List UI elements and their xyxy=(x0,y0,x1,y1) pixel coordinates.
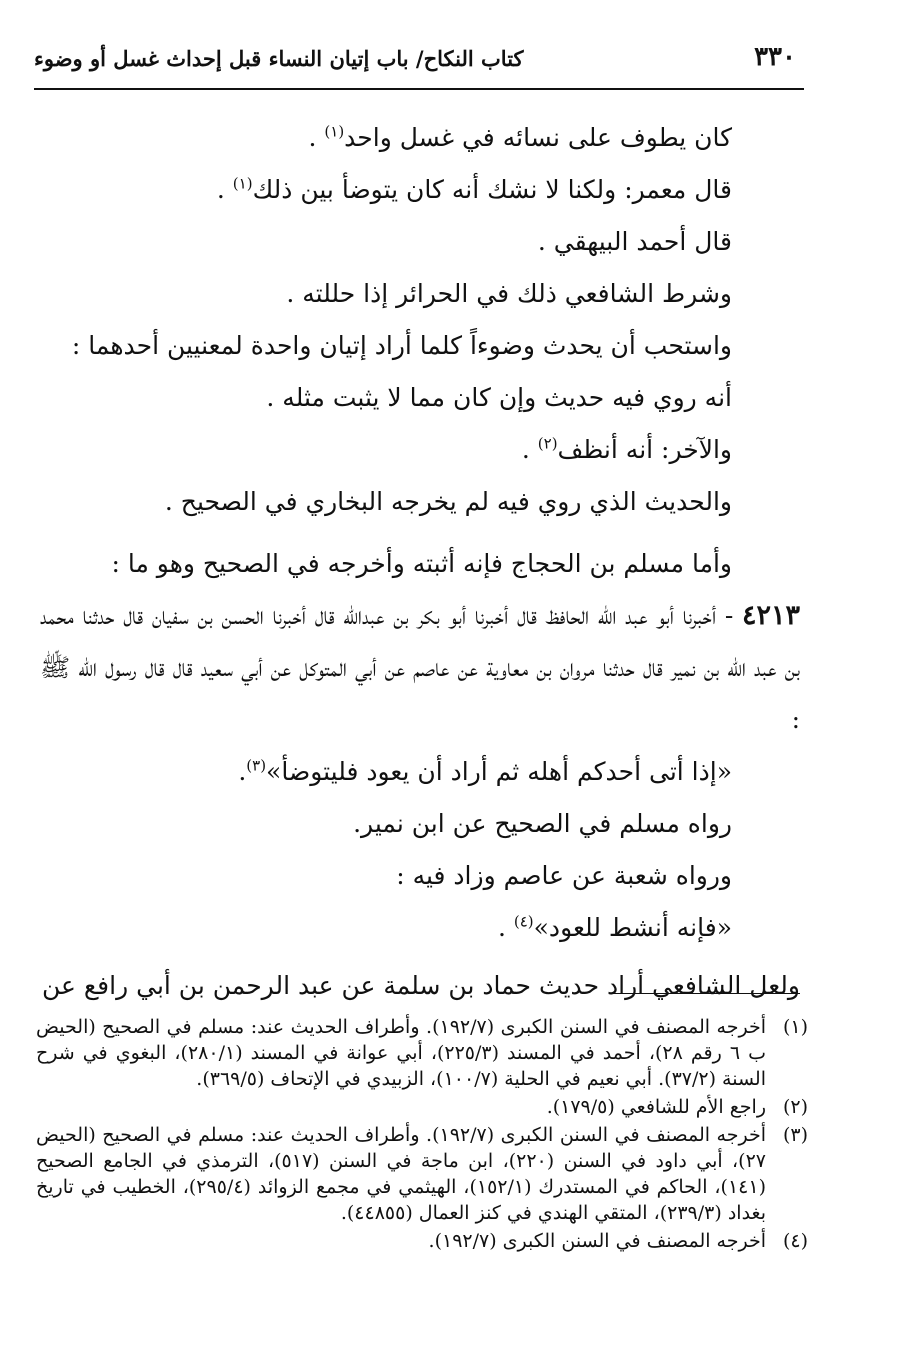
paragraph: والآخر: أنه أنظف$^{(٢)}$ . xyxy=(521,434,732,464)
footnote-reference: (١) xyxy=(324,122,345,141)
footnote-marker: (٢) xyxy=(782,1096,808,1118)
footnote-text: أخرجه المصنف في السنن الكبرى (١٩٢/٧). وأطراف الحديث عند: مسلم في الصحيح (الحيض ٢٧)، أبي داود في السنن (٢٢٠)، ابن ماجة في السنن (٥١٧)، الترمذي في الجامع الصحيح (١٤١)، الحاكم في المستدرك (١٥٢/١)، الهيثمي في مجمع الزوائد (٢٩٥/٤)، الخطيب في تاريخ بغداد (٢٣٩/٣)، المتقي الهندي في كنز العمال (٤٤٨٥٥). xyxy=(36,1124,766,1224)
footnote xyxy=(36,1014,808,1092)
footnote-marker: (٤) xyxy=(782,1230,808,1252)
paragraph: قال أحمد البيهقي . xyxy=(537,227,732,256)
footnote-text: أخرجه المصنف في السنن الكبرى (١٩٢/٧). xyxy=(428,1230,766,1252)
paragraph: «فإنه أنشط للعود»$^{(٤)}$ . xyxy=(497,912,732,942)
footnote-text: أخرجه المصنف في السنن الكبرى (١٩٢/٧). وأطراف الحديث عند: مسلم في الصحيح (الحيض ب ٦ رقم ٢٨)، أحمد في المسند (٢٢٥/٣)، أبي عوانة في المسند (٢٨٠/١)، البغوي في شرح السنة (٣٧/٢). أبي نعيم في الحلية (١٠٠/٧)، الزبيدي في الإتحاف (٣٦٩/٥). xyxy=(36,1016,766,1090)
paragraph: وأما مسلم بن الحجاج فإنه أثبته وأخرجه في الصحيح وهو ما : xyxy=(111,549,732,578)
hadith-number: ٤٢١٣ xyxy=(741,600,800,631)
paragraph: ورواه شعبة عن عاصم وزاد فيه : xyxy=(396,861,732,890)
paragraph: رواه مسلم في الصحيح عن ابن نمير. xyxy=(353,809,732,838)
footnote xyxy=(36,1122,808,1226)
paragraph: كان يطوف على نسائه في غسل واحد$^{(١)}$ . xyxy=(308,122,732,152)
paragraph: وشرط الشافعي ذلك في الحرائر إذا حللته . xyxy=(286,279,732,308)
paragraph: واستحب أن يحدث وضوءاً كلما أراد إتيان واحدة لمعنيين أحدهما : xyxy=(71,331,732,360)
hadith-chain: - أخبرنا أبو عبد الله الحافظ قال أخبرنا أبو بكر بن عبدالله قال أخبرنا الحسن بن سفيان قال حدثنا محمد بن عبد الله بن نمير قال حدثنا مروان بن معاوية عن عاصم عن أبي المتوكل عن أبي سعيد قال قال رسول الله ﷺ : xyxy=(40,601,800,734)
footnote-reference: (٤) xyxy=(513,912,534,931)
footnote-divider xyxy=(612,993,800,994)
running-header xyxy=(34,40,804,86)
footnote xyxy=(36,1094,808,1120)
footnotes xyxy=(36,1014,808,1256)
paragraph: «إذا أتى أحدكم أهله ثم أراد أن يعود فليتوضأ»$^{(٣)}$. xyxy=(238,756,732,786)
main-text xyxy=(40,112,800,1012)
chapter-title: كتاب النكاح/ باب إتيان النساء قبل إحداث غسل أو وضوء xyxy=(34,46,524,71)
footnote-reference: (٣) xyxy=(246,756,267,775)
footnote-text: راجع الأم للشافعي (١٧٩/٥). xyxy=(546,1096,766,1118)
header-divider xyxy=(34,88,804,90)
footnote xyxy=(36,1228,808,1254)
paragraph: قال معمر: ولكنا لا نشك أنه كان يتوضأ بين ذلك$^{(١)}$ . xyxy=(216,174,732,204)
footnote-marker: (١) xyxy=(782,1016,808,1038)
hadith-paragraph xyxy=(40,590,800,746)
page-number: ٣٣٠ xyxy=(754,42,796,72)
paragraph: ولعل الشافعي أراد حديث حماد بن سلمة عن عبد الرحمن بن أبي رافع عن xyxy=(41,971,800,1000)
footnote-reference: (٢) xyxy=(537,434,558,453)
paragraph: والحديث الذي روي فيه لم يخرجه البخاري في الصحيح . xyxy=(164,487,732,516)
footnote-marker: (٣) xyxy=(782,1124,808,1146)
footnote-reference: (١) xyxy=(232,174,253,193)
paragraph: أنه روي فيه حديث وإن كان مما لا يثبت مثله . xyxy=(266,383,732,412)
